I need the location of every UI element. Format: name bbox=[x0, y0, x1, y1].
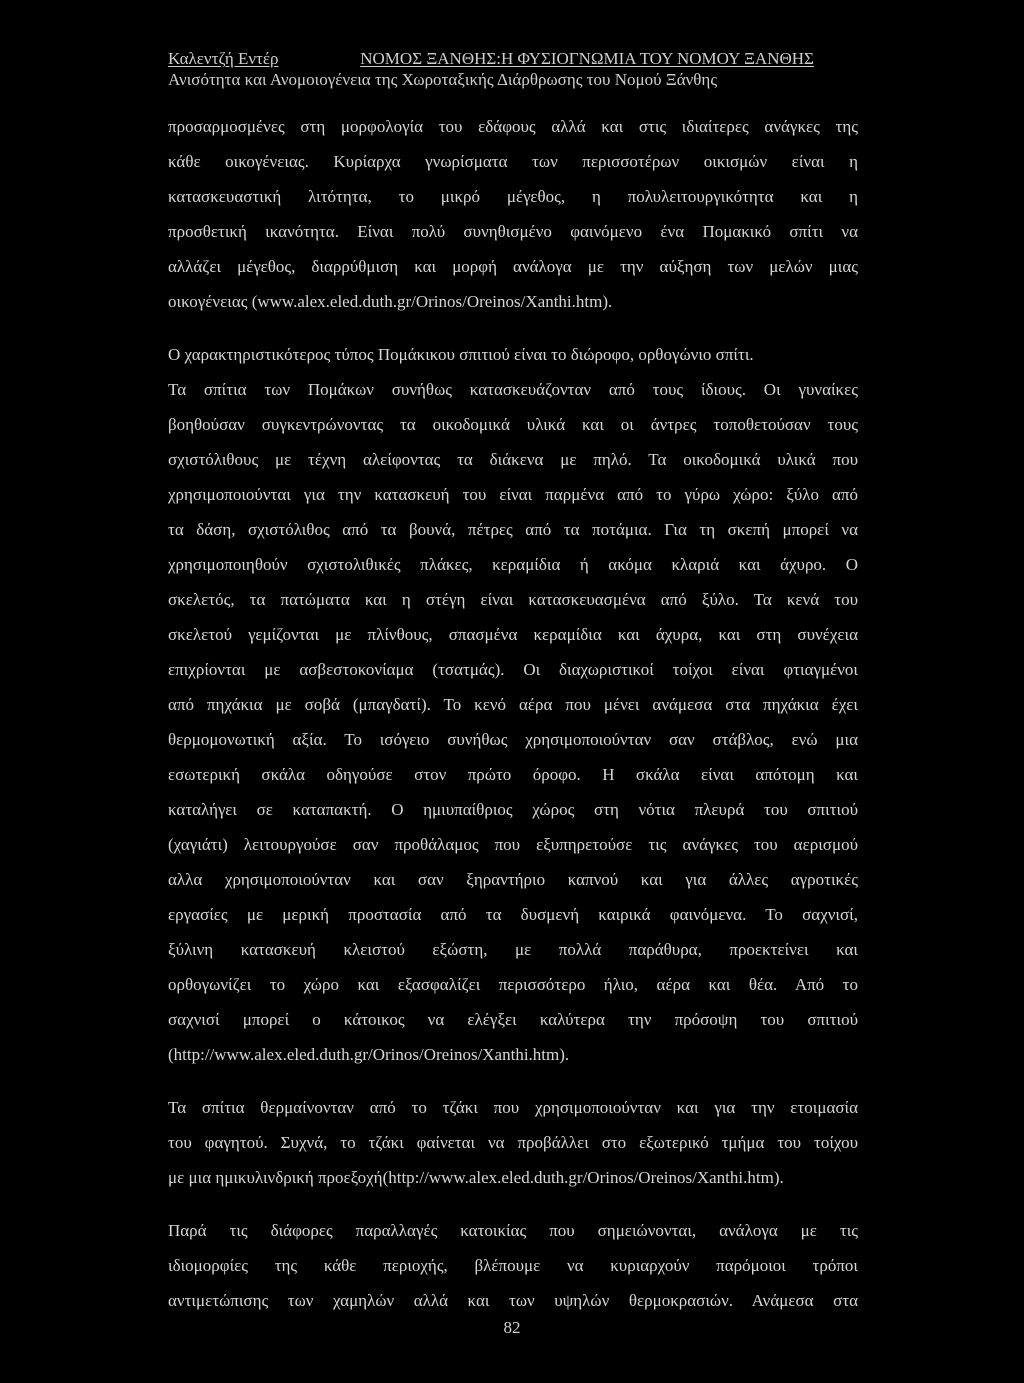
text-line: Τα σπίτια των Πομάκων συνήθως κατασκευάζονταν από τους ίδιους. Οι γυναίκες bbox=[168, 380, 858, 399]
paragraph-2 bbox=[168, 337, 858, 1072]
text-line: αλλάζει μέγεθος, διαρρύθμιση και μορφή ανάλογα με την αύξηση των μελών μιας bbox=[168, 257, 858, 276]
text-line: εσωτερική σκάλα οδηγούσε στον πρώτο όροφο. Η σκάλα είναι απότομη και bbox=[168, 765, 858, 784]
header-author: Καλεντζή Εντέρ bbox=[168, 49, 279, 68]
header-title: ΝΟΜΟΣ ΞΑΝΘΗΣ:Η ΦΥΣΙΟΓΝΩΜΙΑ ΤΟΥ ΝΟΜΟΥ ΞΑΝΘΗΣ bbox=[360, 49, 814, 68]
text-line: σχιστόλιθους με τέχνη αλείφοντας τα διάκενα με πηλό. Τα οικοδομικά υλικά που bbox=[168, 450, 858, 469]
text-line: καταλήγει σε καταπακτή. Ο ημιυπαίθριος χώρος στη νότια πλευρά του σπιτιού bbox=[168, 800, 858, 819]
text-line: προσαρμοσμένες στη μορφολογία του εδάφους αλλά και στις ιδιαίτερες ανάγκες της bbox=[168, 117, 858, 136]
text-line: με μια ημικυλινδρική προεξοχή(http://www.alex.eled.duth.gr/Orinos/Oreinos/Xanthi.htm). bbox=[168, 1168, 784, 1187]
text-line: χρησιμοποιηθούν σχιστολιθικές πλάκες, κεραμίδια ή ακόμα κλαριά και άχυρο. Ο bbox=[168, 555, 858, 574]
text-line: προσθετική ικανότητα. Είναι πολύ συνηθισμένο φαινόμενο ένα Πομακικό σπίτι να bbox=[168, 222, 858, 241]
text-line: χρησιμοποιούνται για την κατασκευή του είναι παρμένα από το γύρω χώρο: ξύλο από bbox=[168, 485, 858, 504]
document-body bbox=[168, 109, 858, 1318]
paragraph-4 bbox=[168, 1213, 858, 1318]
text-line: ιδιομορφίες της κάθε περιοχής, βλέπουμε να κυριαρχούν παρόμοιοι τρόποι bbox=[168, 1256, 858, 1275]
header-top-line bbox=[168, 48, 868, 69]
text-line: εργασίες με μερική προστασία από τα δυσμενή καιρικά φαινόμενα. Το σαχνισί, bbox=[168, 905, 858, 924]
header-subtitle: Ανισότητα και Ανομοιογένεια της Χωροταξικής Διάρθρωσης του Νομού Ξάνθης bbox=[168, 70, 718, 89]
text-line: ορθογωνίζει το χώρο και εξασφαλίζει περισσότερο ήλιο, αέρα και θέα. Από το bbox=[168, 975, 858, 994]
text-line: ξύλινη κατασκευή κλειστού εξώστη, με πολλά παράθυρα, προεκτείνει και bbox=[168, 940, 858, 959]
page-header bbox=[168, 48, 868, 90]
text-line: σαχνισί μπορεί ο κάτοικος να ελέγξει καλύτερα την πρόσοψη του σπιτιού bbox=[168, 1010, 858, 1029]
text-line: (http://www.alex.eled.duth.gr/Orinos/Oreinos/Xanthi.htm). bbox=[168, 1045, 570, 1064]
text-line: Τα σπίτια θερμαίνονταν από το τζάκι που χρησιμοποιούνταν και για την ετοιμασία bbox=[168, 1098, 858, 1117]
text-line: οικογένειας (www.alex.eled.duth.gr/Orinos/Oreinos/Xanthi.htm). bbox=[168, 292, 613, 311]
text-line: από πηχάκια με σοβά (μπαγδατί). Το κενό αέρα που μένει ανάμεσα στα πηχάκια έχει bbox=[168, 695, 858, 714]
text-line: Ο χαρακτηριστικότερος τύπος Πομάκικου σπιτιού είναι το διώροφο, ορθογώνιο σπίτι. bbox=[168, 345, 754, 364]
text-line: επιχρίονται με ασβεστοκονίαμα (τσατμάς). Οι διαχωριστικοί τοίχοι είναι φτιαγμένοι bbox=[168, 660, 858, 679]
text-line: του φαγητού. Συχνά, το τζάκι φαίνεται να προβάλλει στο εξωτερικό τμήμα του τοίχου bbox=[168, 1133, 858, 1152]
page-number: 82 bbox=[503, 1318, 521, 1337]
text-line: (χαγιάτι) λειτουργούσε σαν προθάλαμος που εξυπηρετούσε τις ανάγκες του αερισμού bbox=[168, 835, 858, 854]
text-line: αντιμετώπισης των χαμηλών αλλά και των υψηλών θερμοκρασιών. Ανάμεσα στα bbox=[168, 1291, 858, 1310]
text-line: σκελετού γεμίζονται με πλίνθους, σπασμένα κεραμίδια και άχυρα, και στη συνέχεια bbox=[168, 625, 858, 644]
text-line: αλλα χρησιμοποιούνταν και σαν ξηραντήριο καπνού και για άλλες αγροτικές bbox=[168, 870, 858, 889]
paragraph-3 bbox=[168, 1090, 858, 1195]
text-line: Παρά τις διάφορες παραλλαγές κατοικίας που σημειώνονται, ανάλογα με τις bbox=[168, 1221, 858, 1240]
text-line: κάθε οικογένειας. Κυρίαρχα γνωρίσματα των περισσοτέρων οικισμών είναι η bbox=[168, 152, 858, 171]
text-line: βοηθούσαν συγκεντρώνοντας τα οικοδομικά υλικά και οι άντρες τοποθετούσαν τους bbox=[168, 415, 858, 434]
text-line: σκελετός, τα πατώματα και η στέγη είναι κατασκευασμένα από ξύλο. Τα κενά του bbox=[168, 590, 858, 609]
text-line: θερμομονωτική αξία. Το ισόγειο συνήθως χρησιμοποιούνταν σαν στάβλος, ενώ μια bbox=[168, 730, 858, 749]
text-line: κατασκευαστική λιτότητα, το μικρό μέγεθος, η πολυλειτουργικότητα και η bbox=[168, 187, 858, 206]
paragraph-1 bbox=[168, 109, 858, 319]
text-line: τα δάση, σχιστόλιθος από τα βουνά, πέτρες από τα ποτάμια. Για τη σκεπή μπορεί να bbox=[168, 520, 858, 539]
